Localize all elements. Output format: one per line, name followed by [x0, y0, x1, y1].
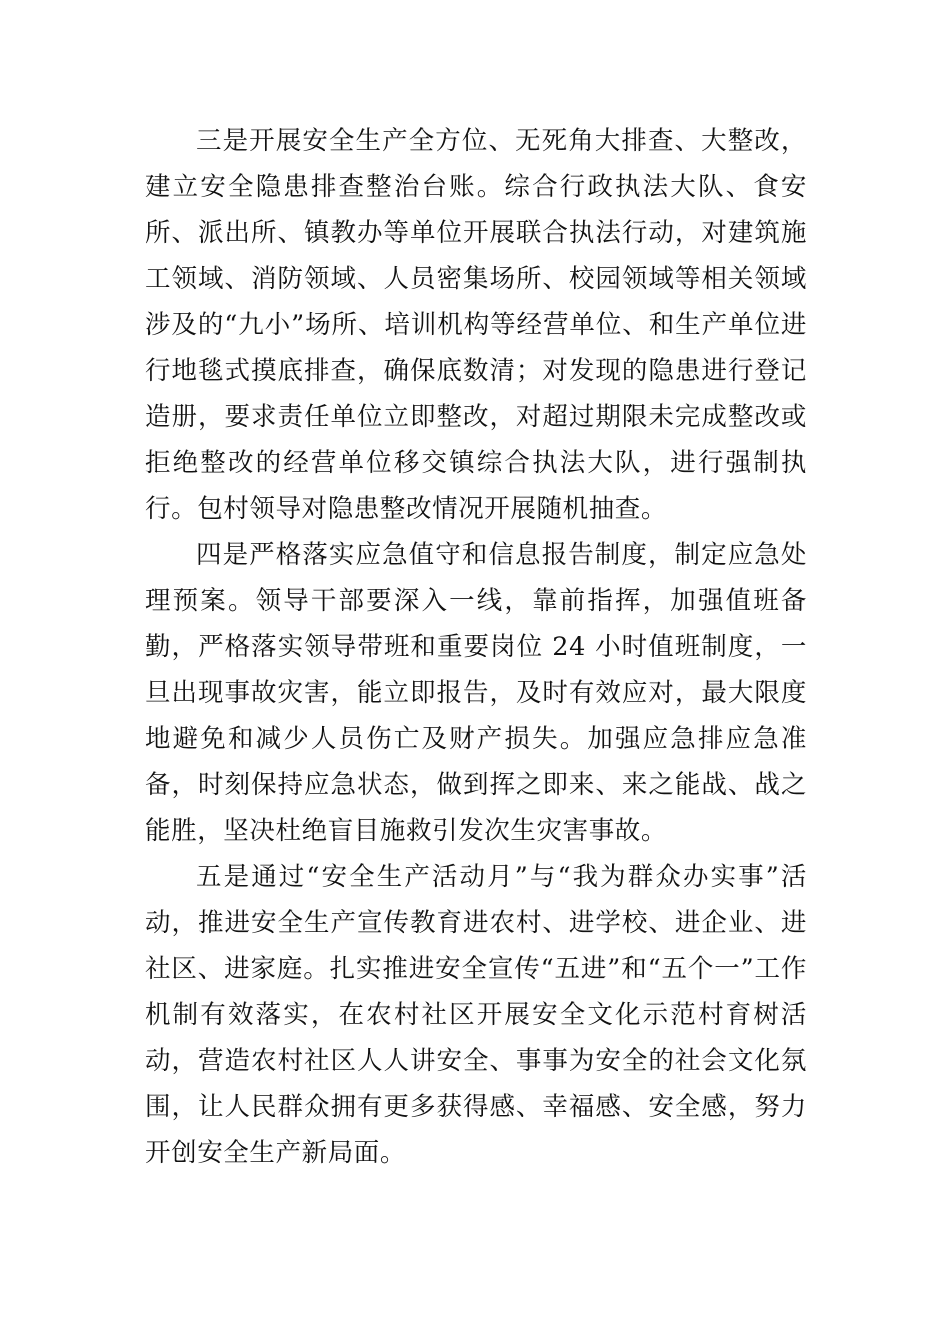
document-body: [145, 118, 807, 1176]
paragraph-4: 四是严格落实应急值守和信息报告制度，制定应急处理预案。领导干部要深入一线，靠前指挥，加强值班备勤，严格落实领导带班和重要岗位 24 小时值班制度，一旦出现事故灾害，能立即报告，及时有效应对，最大限度地避免和减少人员伤亡及财产损失。加强应急排应急准备，时刻保持应急状态，做到挥之即来、来之能战、战之能胜，坚决杜绝盲目施救引发次生灾害事故。: [145, 540, 807, 846]
paragraph-5: 五是通过“安全生产活动月”与“我为群众办实事”活动，推进安全生产宣传教育进农村、进学校、进企业、进社区、进家庭。扎实推进安全宣传“五进”和“五个一”工作机制有效落实，在农村社区开展安全文化示范村育树活动，营造农村社区人人讲安全、事事为安全的社会文化氛围，让人民群众拥有更多获得感、幸福感、安全感，努力开创安全生产新局面。: [145, 862, 807, 1168]
paragraph-3: 三是开展安全生产全方位、无死角大排查、大整改，建立安全隐患排查整治台账。综合行政执法大队、食安所、派出所、镇教办等单位开展联合执法行动，对建筑施工领域、消防领域、人员密集场所、校园领域等相关领域涉及的“九小”场所、培训机构等经营单位、和生产单位进行地毯式摸底排查，确保底数清；对发现的隐患进行登记造册，要求责任单位立即整改，对超过期限未完成整改或拒绝整改的经营单位移交镇综合执法大队，进行强制执行。包村领导对隐患整改情况开展随机抽查。: [145, 126, 807, 524]
